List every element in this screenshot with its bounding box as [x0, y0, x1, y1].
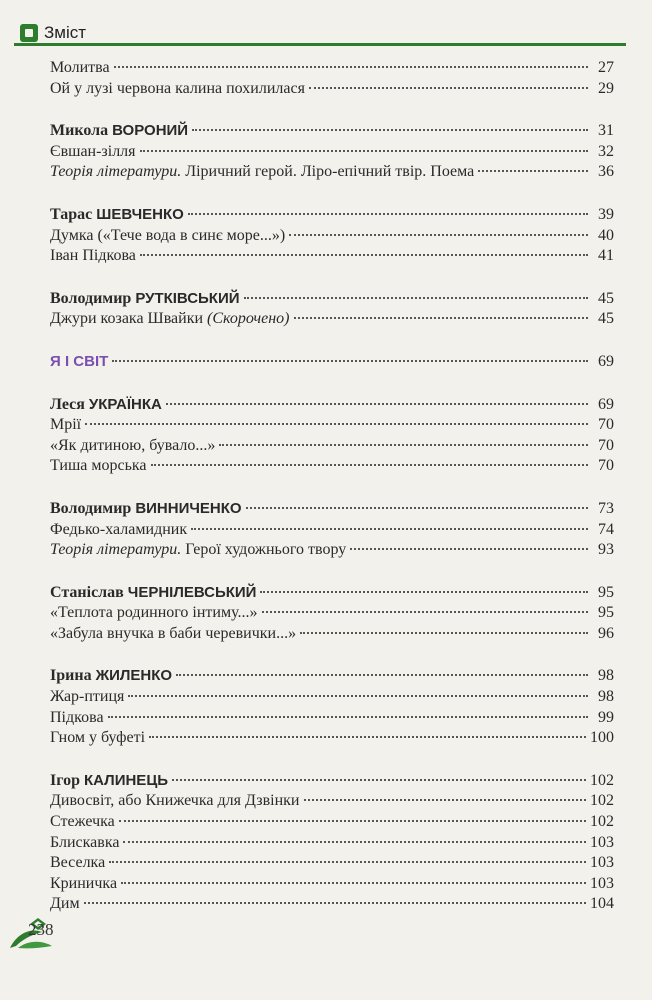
toc-page-number: 93: [598, 541, 614, 559]
toc-entry-title: [50, 853, 105, 874]
spacer: [50, 749, 614, 771]
author-first-name: Станіслав: [50, 583, 124, 601]
toc-page-number: 69: [598, 352, 614, 370]
toc-entry-title: [50, 624, 296, 645]
spacer: [50, 373, 614, 395]
toc-page-number: 103: [590, 874, 614, 892]
toc-entry-italic: Теорія літератури.: [50, 541, 182, 559]
dot-leader: [289, 234, 588, 236]
author-first-name: Леся: [50, 395, 85, 413]
toc-entry-title: [50, 79, 305, 100]
toc-entry-row[interactable]: [50, 540, 614, 561]
dot-leader: [176, 674, 588, 676]
author-surname: УКРАЇНКА: [88, 395, 162, 413]
toc-author-row[interactable]: [50, 666, 614, 687]
toc-page-number: 95: [598, 583, 614, 601]
toc-author-row[interactable]: [50, 121, 614, 142]
toc-entry-title: [50, 58, 110, 79]
toc-entry-text: Криничка: [50, 874, 118, 892]
toc-entry-row[interactable]: [50, 79, 614, 100]
page-number: 238: [28, 920, 54, 939]
toc-entry-title: [50, 812, 115, 833]
toc-page-number: 103: [590, 854, 614, 872]
toc-entry-title: [50, 499, 242, 520]
toc-author-row[interactable]: [50, 771, 614, 792]
spacer: [50, 183, 614, 205]
toc-author-row[interactable]: [50, 583, 614, 604]
toc-entry-text: Іван Підкова: [50, 247, 136, 265]
toc-page-number: 73: [598, 499, 614, 517]
toc-entry-title: [50, 226, 285, 247]
author-first-name: Володимир: [50, 289, 132, 307]
dot-leader: [140, 254, 588, 256]
toc-page-number: 45: [598, 310, 614, 328]
page-header: [14, 20, 626, 48]
spacer: [50, 99, 614, 121]
dot-leader: [140, 150, 588, 152]
toc-page-number: 102: [590, 813, 614, 831]
toc-entry-title: [50, 583, 256, 604]
toc-entry-text: Ой у лузі червона калина похилилася: [50, 79, 305, 97]
toc-entry-row[interactable]: [50, 874, 614, 895]
toc-entry-title: [50, 352, 108, 373]
dot-leader: [300, 632, 588, 634]
toc-entry-text: «Як дитиною, бувало...»: [50, 436, 216, 454]
toc-entry-text: Мрії: [50, 416, 82, 434]
author-surname: ЖИЛЕНКО: [95, 667, 173, 685]
toc-entry-title: [50, 142, 136, 163]
dot-leader: [172, 779, 586, 781]
dot-leader: [149, 736, 586, 738]
dot-leader: [151, 464, 588, 466]
dot-leader: [188, 213, 588, 215]
dot-leader: [478, 170, 588, 172]
toc-entry-text: Я І СВІТ: [50, 352, 109, 370]
toc-entry-text: Думка («Тече вода в синє море...»): [50, 226, 286, 244]
toc-page-number: 70: [598, 416, 614, 434]
toc-entry-row[interactable]: [50, 58, 614, 79]
toc-page-number: 70: [598, 436, 614, 454]
toc-page-number: 39: [598, 205, 614, 223]
dot-leader: [219, 444, 588, 446]
spacer: [50, 644, 614, 666]
section-square-icon: [20, 24, 38, 42]
author-surname: КАЛИНЕЦЬ: [84, 771, 169, 789]
toc-entry-title: [50, 162, 474, 183]
dot-leader: [260, 591, 588, 593]
toc-page-number: 95: [598, 604, 614, 622]
toc-entry-title: [50, 874, 117, 895]
dot-leader: [244, 297, 588, 299]
toc-page-number: 40: [598, 226, 614, 244]
dot-leader: [119, 820, 586, 822]
toc-page-number: 70: [598, 457, 614, 475]
dot-leader: [85, 423, 588, 425]
toc-page-number: 103: [590, 833, 614, 851]
toc-entry-text: Жар-птиця: [50, 688, 125, 706]
table-of-contents: [50, 58, 614, 915]
toc-entry-text: Блискавка: [50, 833, 120, 851]
spacer: [50, 561, 614, 583]
toc-author-row[interactable]: [50, 205, 614, 226]
dot-leader: [84, 902, 586, 904]
toc-entry-title: [50, 687, 124, 708]
spacer: [50, 477, 614, 499]
toc-entry-text: Гном у буфеті: [50, 729, 146, 747]
toc-entry-title: [50, 520, 187, 541]
toc-entry-row[interactable]: [50, 708, 614, 729]
toc-author-row[interactable]: [50, 395, 614, 416]
toc-page-number: 104: [590, 895, 614, 913]
toc-author-row[interactable]: [50, 499, 614, 520]
toc-page-number: 98: [598, 667, 614, 685]
toc-entry-text: Тиша морська: [50, 457, 147, 475]
toc-entry-title: [50, 205, 184, 226]
toc-entry-title: [50, 603, 258, 624]
toc-entry-row[interactable]: [50, 624, 614, 645]
toc-entry-row[interactable]: [50, 833, 614, 854]
toc-page-number: 74: [598, 520, 614, 538]
toc-entry-italic: (Скорочено): [207, 310, 290, 328]
toc-entry-title: [50, 833, 119, 854]
toc-entry-row[interactable]: [50, 853, 614, 874]
toc-entry-text: Молитва: [50, 59, 110, 76]
toc-entry-text: Джури козака Швайки: [50, 310, 208, 328]
toc-page-number: 31: [598, 122, 614, 140]
dot-leader: [262, 611, 588, 613]
toc-entry-row[interactable]: [50, 226, 614, 247]
dot-leader: [128, 695, 588, 697]
header-rule: [14, 43, 626, 46]
toc-entry-row[interactable]: [50, 728, 614, 749]
dot-leader: [121, 882, 586, 884]
toc-entry-text: Федько-халамидник: [50, 520, 188, 538]
toc-entry-title: [50, 666, 172, 687]
toc-page-number: 99: [598, 708, 614, 726]
author-first-name: Микола: [50, 122, 109, 140]
page-header-title: Зміст: [44, 23, 87, 42]
dot-leader: [350, 548, 588, 550]
toc-entry-text: Стежечка: [50, 813, 115, 831]
toc-entry-text: Євшан-зілля: [50, 142, 136, 160]
author-first-name: Тарас: [50, 205, 93, 223]
author-surname: ШЕВЧЕНКО: [96, 205, 184, 223]
toc-entry-row[interactable]: [50, 603, 614, 624]
toc-entry-text: Дим: [50, 895, 80, 913]
dot-leader: [114, 66, 588, 68]
spacer: [50, 267, 614, 289]
toc-entry-row[interactable]: [50, 436, 614, 457]
toc-entry-title: [50, 395, 162, 416]
author-surname: РУТКІВСЬКИЙ: [135, 289, 240, 307]
toc-entry-text: «Забула внучка в баби черевички...»: [50, 624, 297, 642]
dot-leader: [309, 87, 588, 89]
toc-entry-title: [50, 894, 80, 915]
toc-entry-title: [50, 289, 240, 310]
toc-page-number: 96: [598, 624, 614, 642]
toc-entry-row[interactable]: [50, 894, 614, 915]
toc-entry-row[interactable]: [50, 812, 614, 833]
toc-page-number: 27: [598, 59, 614, 76]
toc-page-number: 69: [598, 395, 614, 413]
dot-leader: [123, 841, 586, 843]
toc-entry-title: [50, 246, 136, 267]
author-surname: ВОРОНИЙ: [112, 122, 189, 140]
toc-entry-title: [50, 728, 145, 749]
dot-leader: [304, 799, 587, 801]
toc-entry-text: Підкова: [50, 708, 104, 726]
dot-leader: [192, 129, 588, 131]
toc-entry-row[interactable]: [50, 687, 614, 708]
dot-leader: [166, 403, 588, 405]
toc-entry-text: Дивосвіт, або Книжечка для Дзвінки: [50, 792, 300, 810]
toc-entry-row[interactable]: [50, 309, 614, 330]
dot-leader: [246, 507, 588, 509]
toc-entry-text: «Теплота родинного інтиму...»: [50, 604, 258, 622]
toc-page-number: 41: [598, 247, 614, 265]
toc-page-number: 45: [598, 289, 614, 307]
toc-entry-row[interactable]: [50, 791, 614, 812]
toc-entry-row[interactable]: [50, 246, 614, 267]
toc-entry-title: [50, 540, 346, 561]
toc-entry-title: [50, 121, 188, 142]
toc-entry-row[interactable]: [50, 520, 614, 541]
toc-entry-text: Герої художнього твору: [181, 541, 347, 559]
toc-page-number: 32: [598, 142, 614, 160]
toc-entry-italic: Теорія літератури.: [50, 163, 182, 181]
toc-entry-title: [50, 791, 300, 812]
toc-entry-row[interactable]: [50, 415, 614, 436]
toc-entry-title: [50, 415, 81, 436]
dot-leader: [108, 716, 588, 718]
dot-leader: [294, 317, 589, 319]
toc-entry-row[interactable]: [50, 456, 614, 477]
author-first-name: Ігор: [50, 771, 80, 789]
toc-author-row[interactable]: [50, 289, 614, 310]
author-first-name: Ірина: [50, 667, 92, 685]
toc-page-number: 29: [598, 79, 614, 97]
toc-entry-row[interactable]: [50, 142, 614, 163]
toc-entry-text: Ліричний герой. Ліро-епічний твір. Поема: [181, 163, 475, 181]
toc-entry-title: [50, 436, 215, 457]
toc-page-number: 100: [590, 729, 614, 747]
dot-leader: [112, 360, 588, 362]
author-first-name: Володимир: [50, 499, 132, 517]
toc-entry-title: [50, 708, 104, 729]
author-surname: ВИННИЧЕНКО: [135, 499, 242, 517]
dot-leader: [191, 528, 588, 530]
toc-entry-title: [50, 309, 290, 330]
toc-entry-row[interactable]: [50, 162, 614, 183]
toc-entry-title: [50, 456, 147, 477]
toc-page-number: 98: [598, 688, 614, 706]
spacer: [50, 330, 614, 352]
toc-page-number: 36: [598, 163, 614, 181]
toc-page-number: 102: [590, 792, 614, 810]
author-surname: ЧЕРНІЛЕВСЬКИЙ: [127, 583, 257, 601]
toc-entry-text: Веселка: [50, 854, 106, 872]
toc-entry-title: [50, 771, 168, 792]
toc-section-row[interactable]: [50, 352, 614, 373]
dot-leader: [109, 861, 586, 863]
toc-page-number: 102: [590, 771, 614, 789]
